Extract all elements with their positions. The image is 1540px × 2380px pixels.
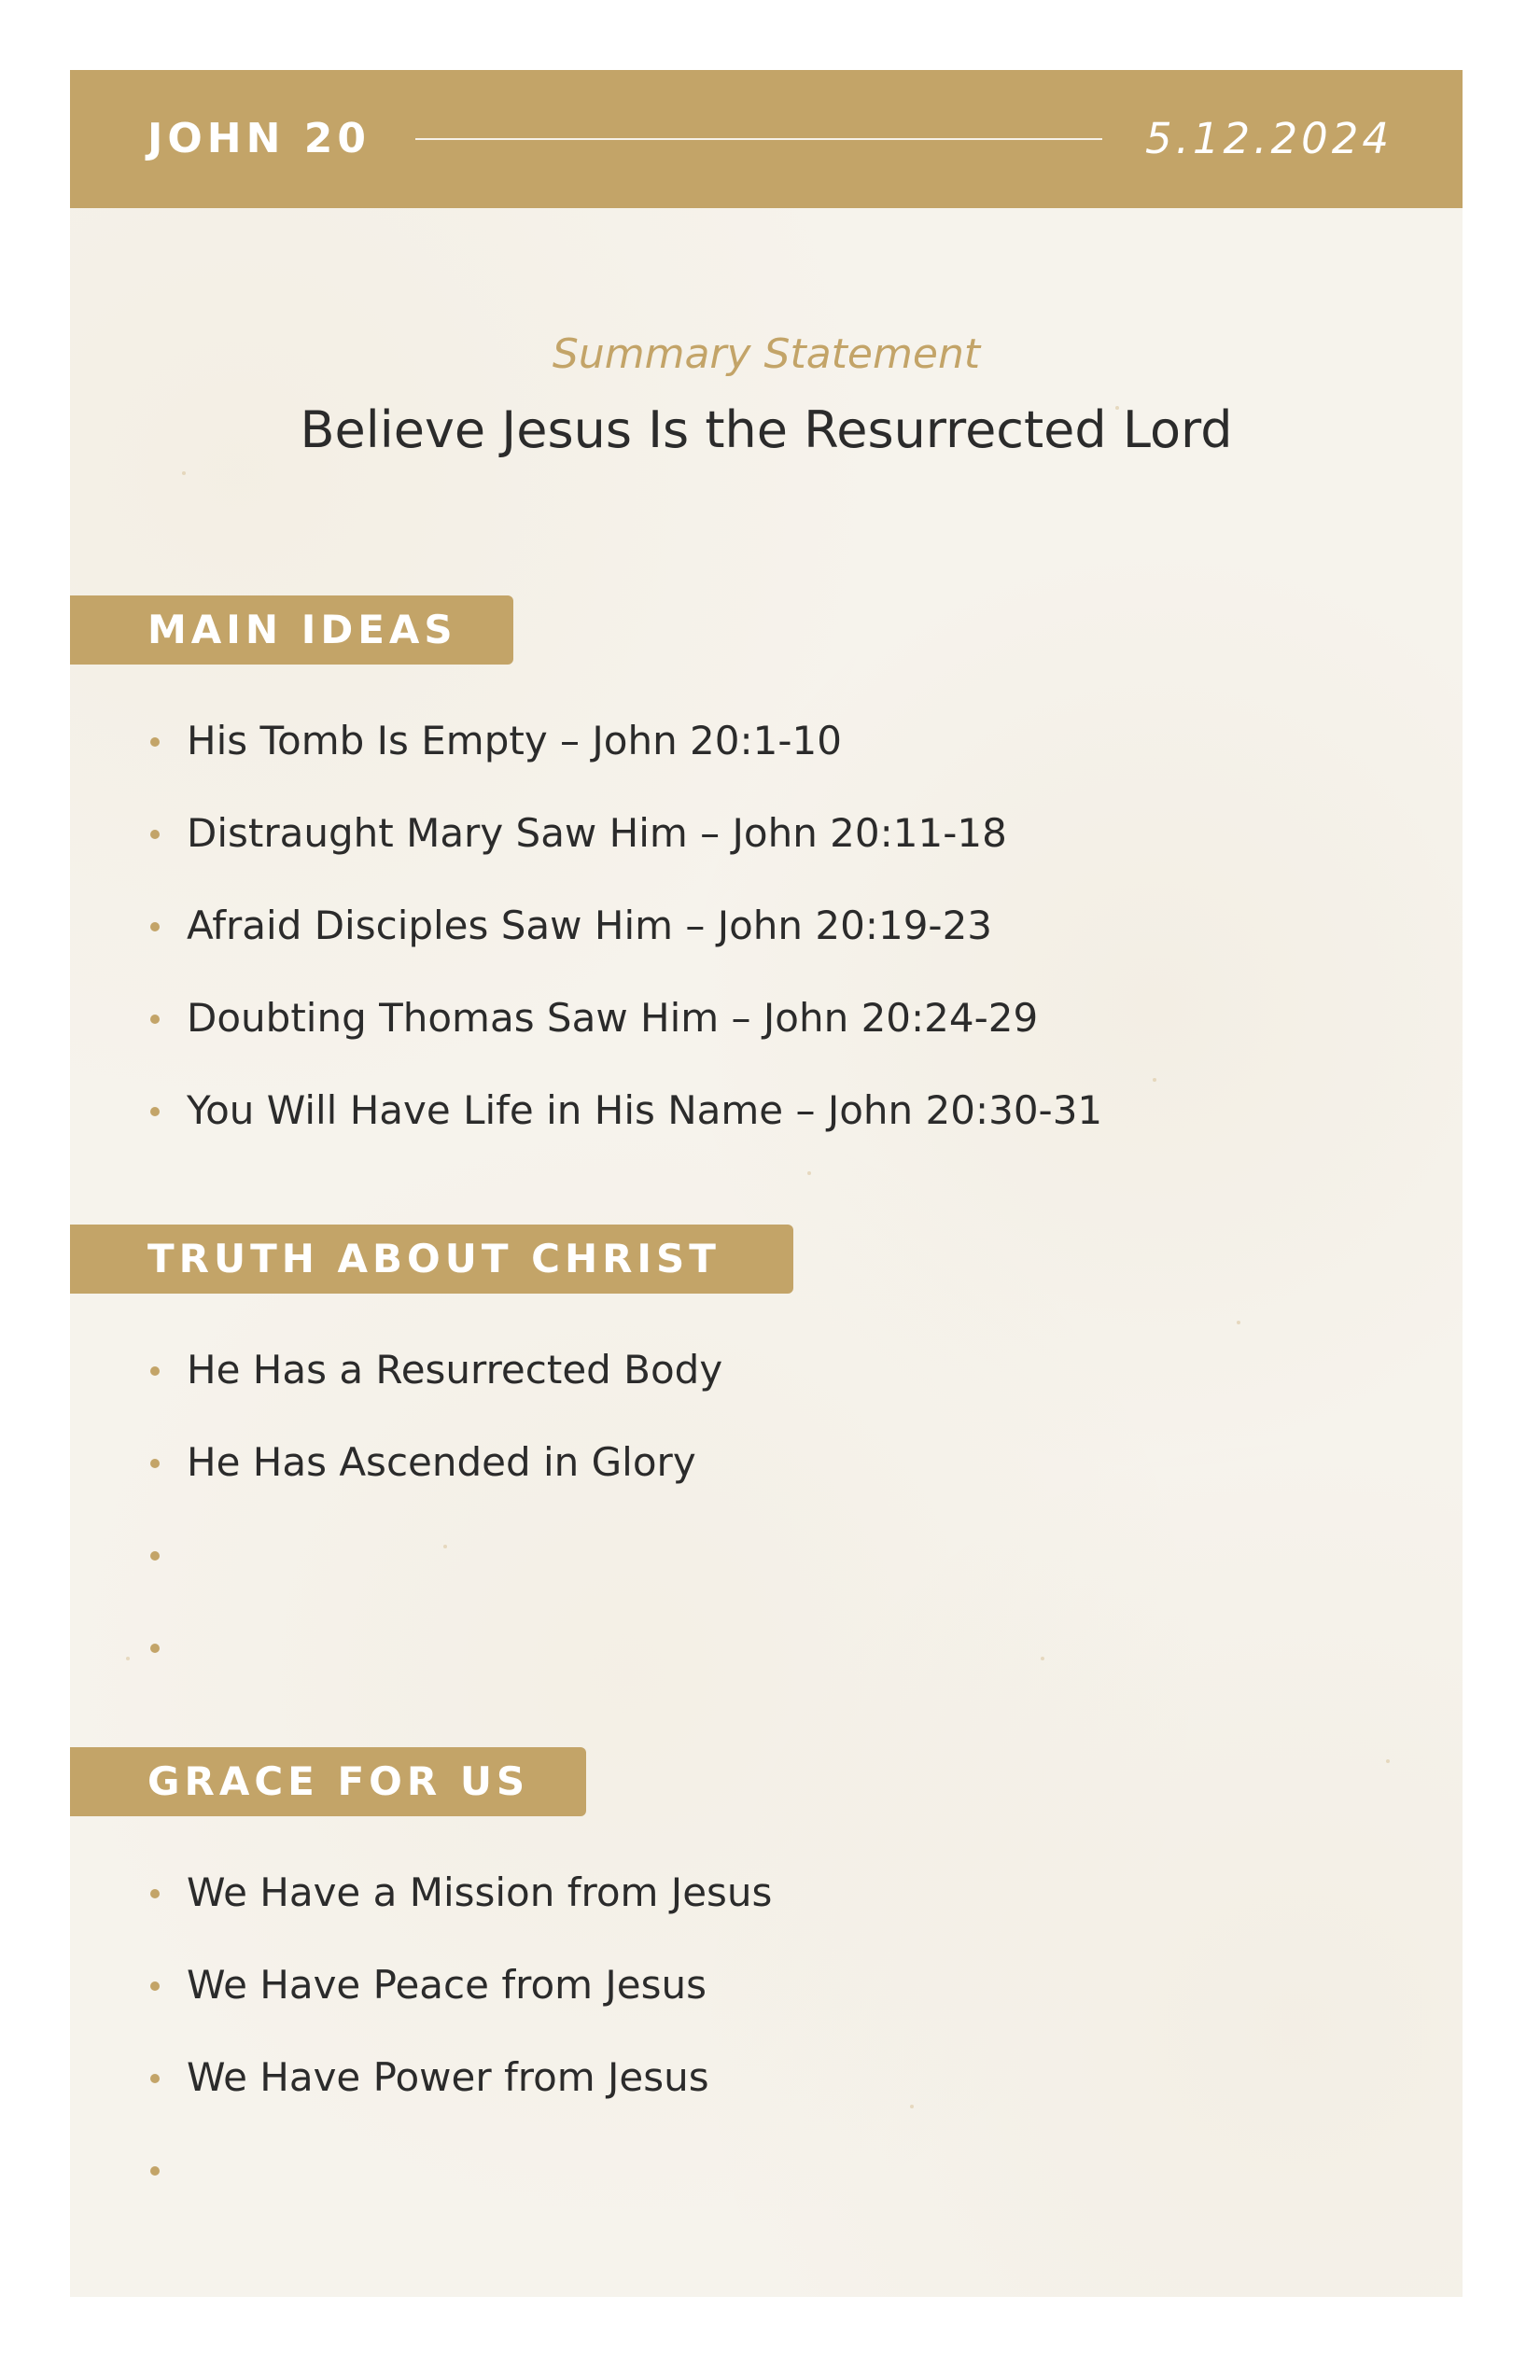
list-item-text: Afraid Disciples Saw Him – John 20:19-23 (187, 903, 993, 948)
bullet-icon (150, 1981, 160, 1991)
summary-title: Believe Jesus Is the Resurrected Lord (300, 400, 1233, 459)
bullet-icon (150, 2074, 160, 2083)
sermon-notes-card (70, 70, 1463, 2297)
list-item (70, 2050, 1377, 2142)
bullet-icon (150, 737, 160, 747)
list-item-text: We Have Peace from Jesus (187, 1962, 707, 2008)
book-reference: JOHN 20 (147, 115, 371, 162)
list-item (70, 805, 1377, 898)
main-ideas-list (70, 713, 1377, 1175)
summary-label: Summary Statement (552, 330, 981, 378)
bullet-icon (150, 1107, 160, 1116)
bullet-icon (150, 1551, 160, 1561)
list-item (70, 713, 1377, 805)
bullet-icon (150, 2166, 160, 2176)
bullet-icon (150, 1459, 160, 1468)
list-item (70, 1342, 1377, 1435)
section-tab-truth-about-christ: TRUTH ABOUT CHRIST (70, 1225, 793, 1294)
truth-about-christ-list (70, 1342, 1377, 1712)
list-item-text: We Have a Mission from Jesus (187, 1869, 773, 1915)
paper-speck (1237, 1321, 1240, 1324)
list-item-text: He Has Ascended in Glory (187, 1439, 696, 1485)
list-item (70, 1435, 1377, 1527)
section-tab-grace-for-us: GRACE FOR US (70, 1747, 586, 1816)
paper-speck (182, 471, 186, 475)
list-item (70, 1527, 1377, 1619)
list-item (70, 1957, 1377, 2050)
bullet-icon (150, 1015, 160, 1024)
list-item (70, 1865, 1377, 1957)
bullet-icon (150, 830, 160, 839)
list-item-text: His Tomb Is Empty – John 20:1-10 (187, 718, 842, 763)
list-item (70, 1619, 1377, 1712)
list-item (70, 1083, 1377, 1175)
list-item-text: Distraught Mary Saw Him – John 20:11-18 (187, 810, 1007, 856)
bullet-icon (150, 1644, 160, 1653)
list-item-text: Doubting Thomas Saw Him – John 20:24-29 (187, 995, 1039, 1041)
bullet-icon (150, 922, 160, 931)
list-item-text: We Have Power from Jesus (187, 2054, 709, 2100)
list-item-text: He Has a Resurrected Body (187, 1347, 723, 1393)
grace-for-us-list (70, 1865, 1377, 2234)
list-item (70, 898, 1377, 990)
header-divider (415, 138, 1102, 140)
bullet-icon (150, 1366, 160, 1376)
paper-speck (1386, 1759, 1390, 1763)
list-item (70, 990, 1377, 1083)
section-tab-main-ideas: MAIN IDEAS (70, 595, 513, 665)
bullet-icon (150, 1889, 160, 1898)
list-item-text: You Will Have Life in His Name – John 20:30-31 (187, 1087, 1103, 1133)
sermon-date: 5.12.2024 (1144, 114, 1393, 163)
list-item (70, 2142, 1377, 2234)
header-band (70, 70, 1463, 208)
